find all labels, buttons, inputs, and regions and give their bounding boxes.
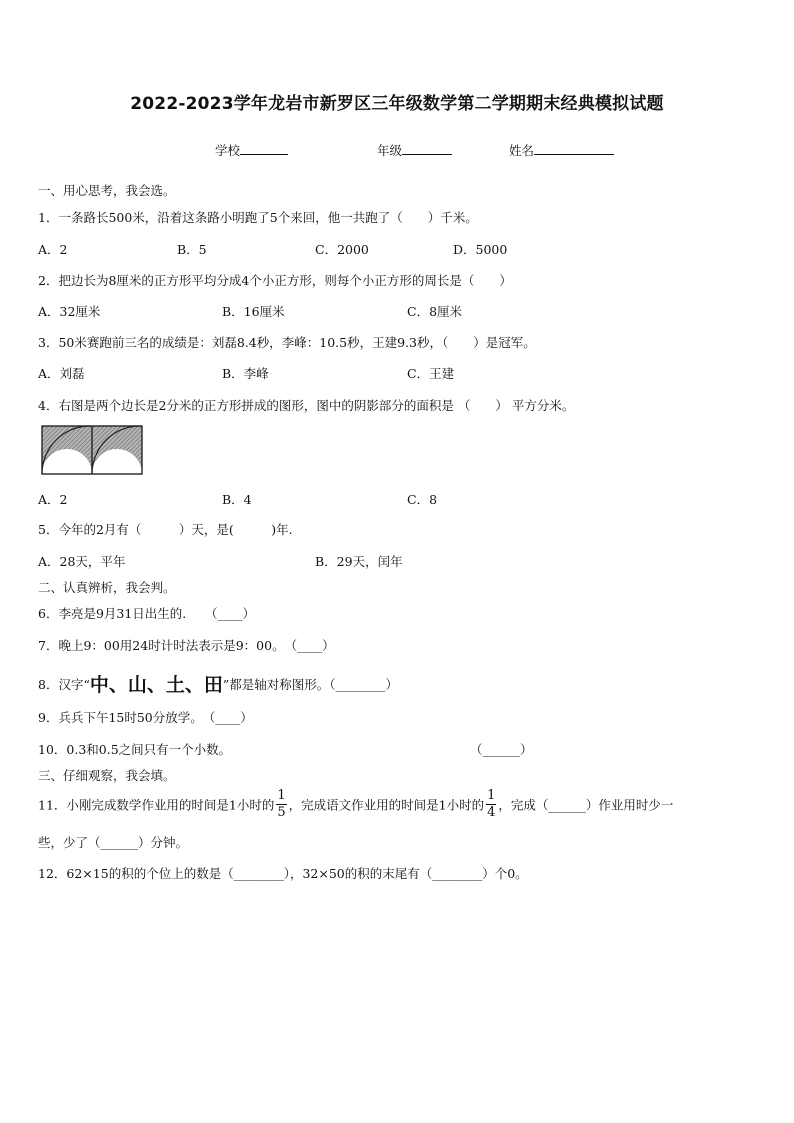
question-1: 1．一条路长500米，沿着这条路小明跑了5个来回，他一共跑了（ ）千米。 [38, 210, 478, 225]
question-5: 5．今年的2月有（ ）天，是( )年. [38, 522, 293, 537]
question-9: 9．兵兵下午15时50分放学。 （____） [38, 710, 253, 725]
fraction-one-fifth [276, 788, 286, 821]
q4-option-c: C．8 [407, 492, 438, 507]
q3-option-a: A．刘磊 [38, 366, 85, 381]
fraction-one-fourth [486, 788, 496, 821]
school-label: 学校 [215, 143, 241, 158]
name-field [509, 141, 614, 159]
q11-part1: 11．小刚完成数学作业用的时间是1小时的 [38, 797, 275, 813]
q8-characters: 中、山、土、田 [89, 674, 223, 696]
q11-part3: ，完成（______）作业用时少一 [498, 797, 674, 813]
fraction-2-denominator: 4 [487, 805, 496, 820]
question-3: 3．50米赛跑前三名的成绩是：刘磊8.4秒，李峰：10.5秒，王建9.3秒，（ ）是冠军。 [38, 335, 536, 350]
name-blank [534, 142, 614, 155]
q11-part2: ，完成语文作业用的时间是1小时的 [288, 797, 485, 813]
school-blank [240, 142, 288, 155]
question-12: 12．62×15的积的个位上的数是（________），32×50的积的末尾有（________）个0。 [38, 866, 528, 881]
q2-option-c: C．8厘米 [407, 304, 463, 319]
section-2-heading: 二、认真辨析，我会判。 [38, 580, 176, 595]
section-3-heading: 三、仔细观察，我会填。 [38, 768, 176, 783]
left-shaded-region [42, 426, 92, 474]
question-11-line2: 些，少了（______）分钟。 [38, 835, 189, 850]
grade-label: 年级 [377, 143, 403, 158]
question-7: 7．晚上9：00用24时计时法表示是9：00。 （____） [38, 638, 335, 653]
fraction-1-denominator: 5 [277, 805, 286, 820]
question-4: 4．右图是两个边长是2分米的正方形拼成的图形，图中的阴影部分的面积是 （ ） 平方分米。 [38, 398, 575, 413]
grade-field [377, 141, 452, 159]
question-10: 10．0.3和0.5之间只有一个小数。 [38, 742, 232, 757]
q1-option-b: B．5 [177, 242, 207, 257]
q8-prefix: 8．汉字“ [38, 677, 90, 692]
q10-answer-blank: （______） [470, 742, 533, 757]
question-6: 6．李亮是9月31日出生的. （____） [38, 606, 256, 621]
q2-option-b: B．16厘米 [222, 304, 285, 319]
shaded-squares-figure [41, 425, 143, 475]
q3-option-c: C．王建 [407, 366, 455, 381]
section-1-heading: 一、用心思考，我会选。 [38, 183, 176, 198]
grade-blank [402, 142, 452, 155]
q2-option-a: A．32厘米 [38, 304, 101, 319]
q5-option-a: A．28天，平年 [38, 554, 126, 569]
question-8 [38, 670, 398, 697]
name-label: 姓名 [509, 143, 535, 158]
question-11 [38, 788, 673, 821]
fraction-2-numerator: 1 [487, 788, 496, 803]
fraction-1-numerator: 1 [277, 788, 286, 803]
q4-option-b: B．4 [222, 492, 252, 507]
q4-option-a: A．2 [38, 492, 68, 507]
q3-option-b: B．李峰 [222, 366, 269, 381]
right-shaded-region [92, 426, 142, 474]
q1-option-c: C．2000 [315, 242, 369, 257]
q8-suffix: ”都是轴对称图形。（________） [222, 677, 399, 692]
q1-option-d: D．5000 [453, 242, 508, 257]
page-title: 2022-2023学年龙岩市新罗区三年级数学第二学期期末经典模拟试题 [130, 94, 664, 114]
q5-option-b: B．29天，闰年 [315, 554, 403, 569]
school-field [215, 141, 288, 159]
question-2: 2．把边长为8厘米的正方形平均分成4个小正方形，则每个小正方形的周长是（ ） [38, 273, 512, 288]
q1-option-a: A．2 [38, 242, 68, 257]
